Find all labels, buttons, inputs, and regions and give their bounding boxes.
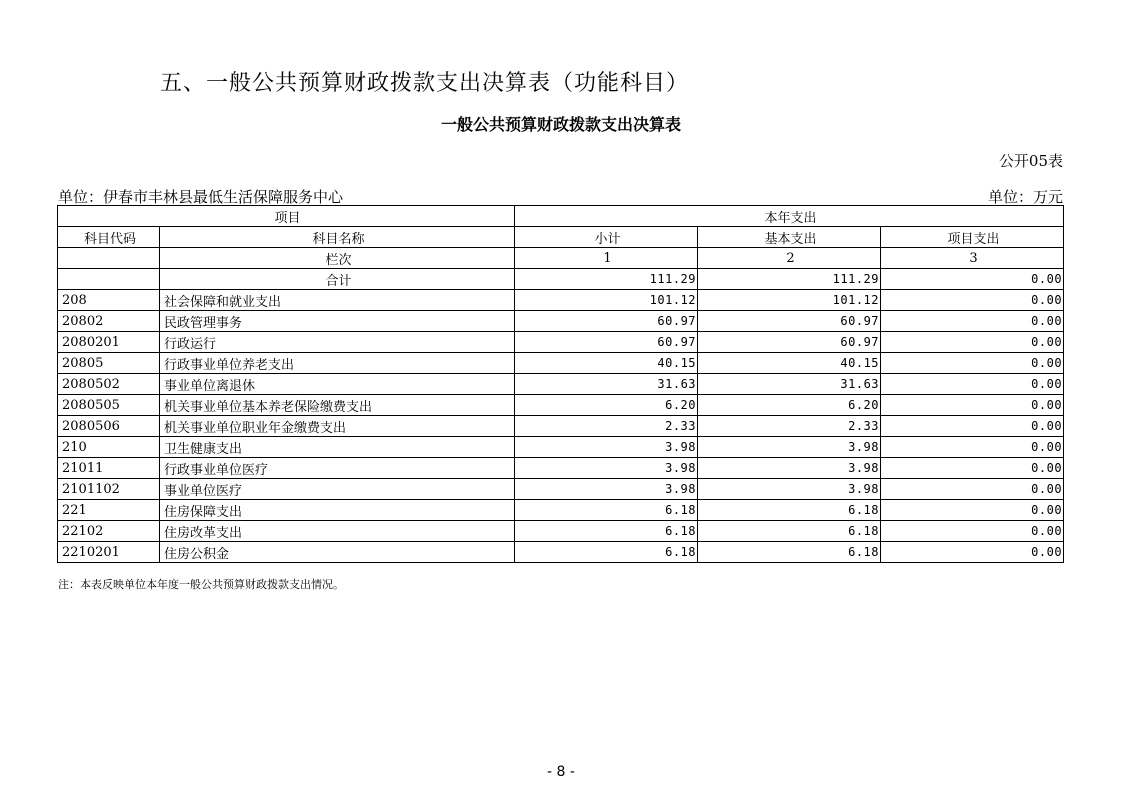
header-column-label: 栏次 [160, 248, 515, 269]
cell-subtotal: 6.18 [515, 500, 698, 521]
cell-basic: 31.63 [698, 374, 881, 395]
cell-name: 机关事业单位基本养老保险缴费支出 [160, 395, 515, 416]
cell-project: 0.00 [881, 353, 1064, 374]
footnote: 注：本表反映单位本年度一般公共预算财政拨款支出情况。 [58, 578, 344, 591]
cell-project: 0.00 [881, 521, 1064, 542]
cell-basic: 2.33 [698, 416, 881, 437]
cell-name: 住房改革支出 [160, 521, 515, 542]
cell-code: 221 [58, 500, 160, 521]
section-title: 五、一般公共预算财政拨款支出决算表（功能科目） [160, 71, 690, 96]
cell-project: 0.00 [881, 332, 1064, 353]
cell-subtotal: 6.18 [515, 542, 698, 563]
cell-subtotal: 3.98 [515, 479, 698, 500]
cell-subtotal: 6.20 [515, 395, 698, 416]
cell-subtotal: 40.15 [515, 353, 698, 374]
cell-name: 行政运行 [160, 332, 515, 353]
cell-project: 0.00 [881, 290, 1064, 311]
total-empty [58, 269, 160, 290]
cell-subtotal: 3.98 [515, 437, 698, 458]
total-basic: 111.29 [698, 269, 881, 290]
table-row [58, 479, 1064, 500]
cell-name: 卫生健康支出 [160, 437, 515, 458]
table-row [58, 332, 1064, 353]
cell-code: 20802 [58, 311, 160, 332]
cell-basic: 6.18 [698, 521, 881, 542]
page-number: - 8 - [547, 764, 575, 780]
cell-name: 事业单位医疗 [160, 479, 515, 500]
cell-name: 住房公积金 [160, 542, 515, 563]
header-current-year: 本年支出 [515, 206, 1064, 227]
total-row [58, 269, 1064, 290]
total-label: 合计 [160, 269, 515, 290]
cell-basic: 6.18 [698, 500, 881, 521]
cell-subtotal: 101.12 [515, 290, 698, 311]
cell-project: 0.00 [881, 542, 1064, 563]
cell-project: 0.00 [881, 374, 1064, 395]
header-project: 项目支出 [881, 227, 1064, 248]
header-col2: 2 [698, 248, 881, 269]
table-row [58, 500, 1064, 521]
cell-basic: 3.98 [698, 458, 881, 479]
cell-subtotal: 60.97 [515, 332, 698, 353]
cell-project: 0.00 [881, 458, 1064, 479]
cell-code: 21011 [58, 458, 160, 479]
cell-subtotal: 60.97 [515, 311, 698, 332]
cell-basic: 6.20 [698, 395, 881, 416]
header-empty [58, 248, 160, 269]
cell-code: 2080506 [58, 416, 160, 437]
cell-code: 2080502 [58, 374, 160, 395]
cell-subtotal: 3.98 [515, 458, 698, 479]
header-subtotal: 小计 [515, 227, 698, 248]
cell-name: 行政事业单位养老支出 [160, 353, 515, 374]
header-row-1 [58, 206, 1064, 227]
table-row [58, 458, 1064, 479]
form-code: 公开05表 [998, 152, 1063, 170]
header-col3: 3 [881, 248, 1064, 269]
cell-project: 0.00 [881, 416, 1064, 437]
cell-code: 2101102 [58, 479, 160, 500]
cell-code: 2210201 [58, 542, 160, 563]
cell-basic: 60.97 [698, 311, 881, 332]
currency-unit: 单位：万元 [987, 188, 1063, 206]
cell-name: 事业单位离退休 [160, 374, 515, 395]
cell-basic: 6.18 [698, 542, 881, 563]
table-row [58, 521, 1064, 542]
cell-code: 2080201 [58, 332, 160, 353]
header-col1: 1 [515, 248, 698, 269]
table-row [58, 290, 1064, 311]
cell-subtotal: 31.63 [515, 374, 698, 395]
expenditure-table [57, 205, 1064, 563]
cell-code: 22102 [58, 521, 160, 542]
header-name: 科目名称 [160, 227, 515, 248]
cell-basic: 3.98 [698, 479, 881, 500]
cell-basic: 101.12 [698, 290, 881, 311]
cell-basic: 3.98 [698, 437, 881, 458]
cell-name: 机关事业单位职业年金缴费支出 [160, 416, 515, 437]
header-row-3 [58, 248, 1064, 269]
header-basic: 基本支出 [698, 227, 881, 248]
cell-project: 0.00 [881, 395, 1064, 416]
cell-project: 0.00 [881, 479, 1064, 500]
total-project: 0.00 [881, 269, 1064, 290]
header-item: 项目 [58, 206, 515, 227]
table-title: 一般公共预算财政拨款支出决算表 [440, 115, 681, 134]
cell-basic: 60.97 [698, 332, 881, 353]
cell-project: 0.00 [881, 311, 1064, 332]
table-row [58, 416, 1064, 437]
cell-subtotal: 2.33 [515, 416, 698, 437]
table-row [58, 311, 1064, 332]
cell-name: 行政事业单位医疗 [160, 458, 515, 479]
cell-code: 208 [58, 290, 160, 311]
cell-code: 2080505 [58, 395, 160, 416]
table-row [58, 395, 1064, 416]
cell-code: 210 [58, 437, 160, 458]
total-subtotal: 111.29 [515, 269, 698, 290]
cell-project: 0.00 [881, 437, 1064, 458]
cell-name: 社会保障和就业支出 [160, 290, 515, 311]
table-row [58, 437, 1064, 458]
reporting-unit: 单位：伊春市丰林县最低生活保障服务中心 [58, 188, 344, 206]
cell-project: 0.00 [881, 500, 1064, 521]
cell-name: 住房保障支出 [160, 500, 515, 521]
table-row [58, 374, 1064, 395]
cell-subtotal: 6.18 [515, 521, 698, 542]
cell-code: 20805 [58, 353, 160, 374]
header-code: 科目代码 [58, 227, 160, 248]
table-row [58, 542, 1064, 563]
cell-basic: 40.15 [698, 353, 881, 374]
table-row [58, 353, 1064, 374]
cell-name: 民政管理事务 [160, 311, 515, 332]
header-row-2 [58, 227, 1064, 248]
